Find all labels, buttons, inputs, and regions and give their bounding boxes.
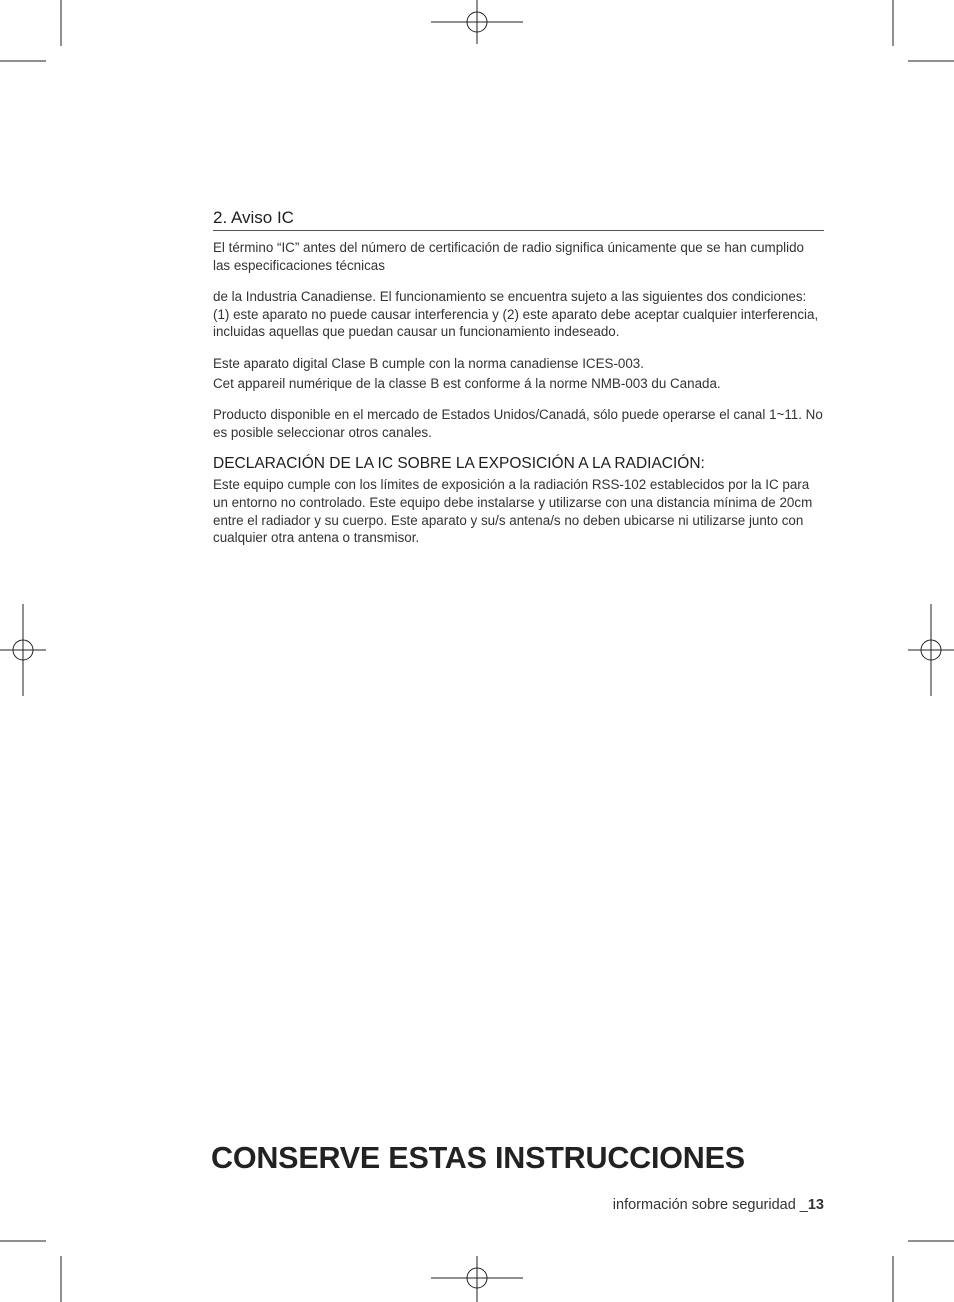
registration-mark-top — [431, 0, 523, 44]
paragraph-channels: Producto disponible en el mercado de Estados Unidos/Canadá, sólo puede operarse el canal 1~11. No es posible seleccionar otros canales. — [213, 407, 823, 440]
paragraph-ices-003: Este aparato digital Clase B cumple con la norma canadiense ICES-003. — [213, 355, 644, 371]
ic-notice-section — [213, 207, 824, 547]
closing-title: CONSERVE ESTAS INSTRUCCIONES — [211, 1141, 745, 1175]
registration-mark-left — [0, 604, 46, 696]
page-footer — [613, 1197, 824, 1213]
radiation-heading: DECLARACIÓN DE LA IC SOBRE LA EXPOSICIÓN A LA RADIACIÓN: — [213, 455, 705, 473]
paragraph-conditions: de la Industria Canadiense. El funcionamiento se encuentra sujeto a las siguientes dos condiciones: (1) este aparato no puede causar interferencia y (2) este aparato debe aceptar cualquier interferencia, incluidas aquellas que puedan causar un funcionamiento indeseado. — [213, 289, 819, 340]
registration-mark-right — [908, 604, 954, 696]
section-title: 2. Aviso IC — [213, 207, 824, 231]
registration-mark-bottom — [431, 1256, 523, 1302]
footer-label: información sobre seguridad _ — [612, 1197, 808, 1213]
page-number: 13 — [807, 1197, 824, 1213]
paragraph-radiation: Este equipo cumple con los límites de exposición a la radiación RSS-102 establecidos por la IC para un entorno no controlado. Este equipo debe instalarse y utilizarse con una distancia mínima de 20cm entre el radiador y su cuerpo. Este aparato y su/s antena/s no deben ubicarse ni utilizarse junto con cualquier otra antena o transmisor. — [213, 477, 813, 546]
paragraph-nmb-003: Cet appareil numérique de la classe B est conforme á la norme NMB-003 du Canada. — [213, 375, 721, 391]
paragraph-ic-meaning: El término “IC” antes del número de certificación de radio significa únicamente que se han cumplido las especificaciones técnicas — [213, 240, 804, 273]
